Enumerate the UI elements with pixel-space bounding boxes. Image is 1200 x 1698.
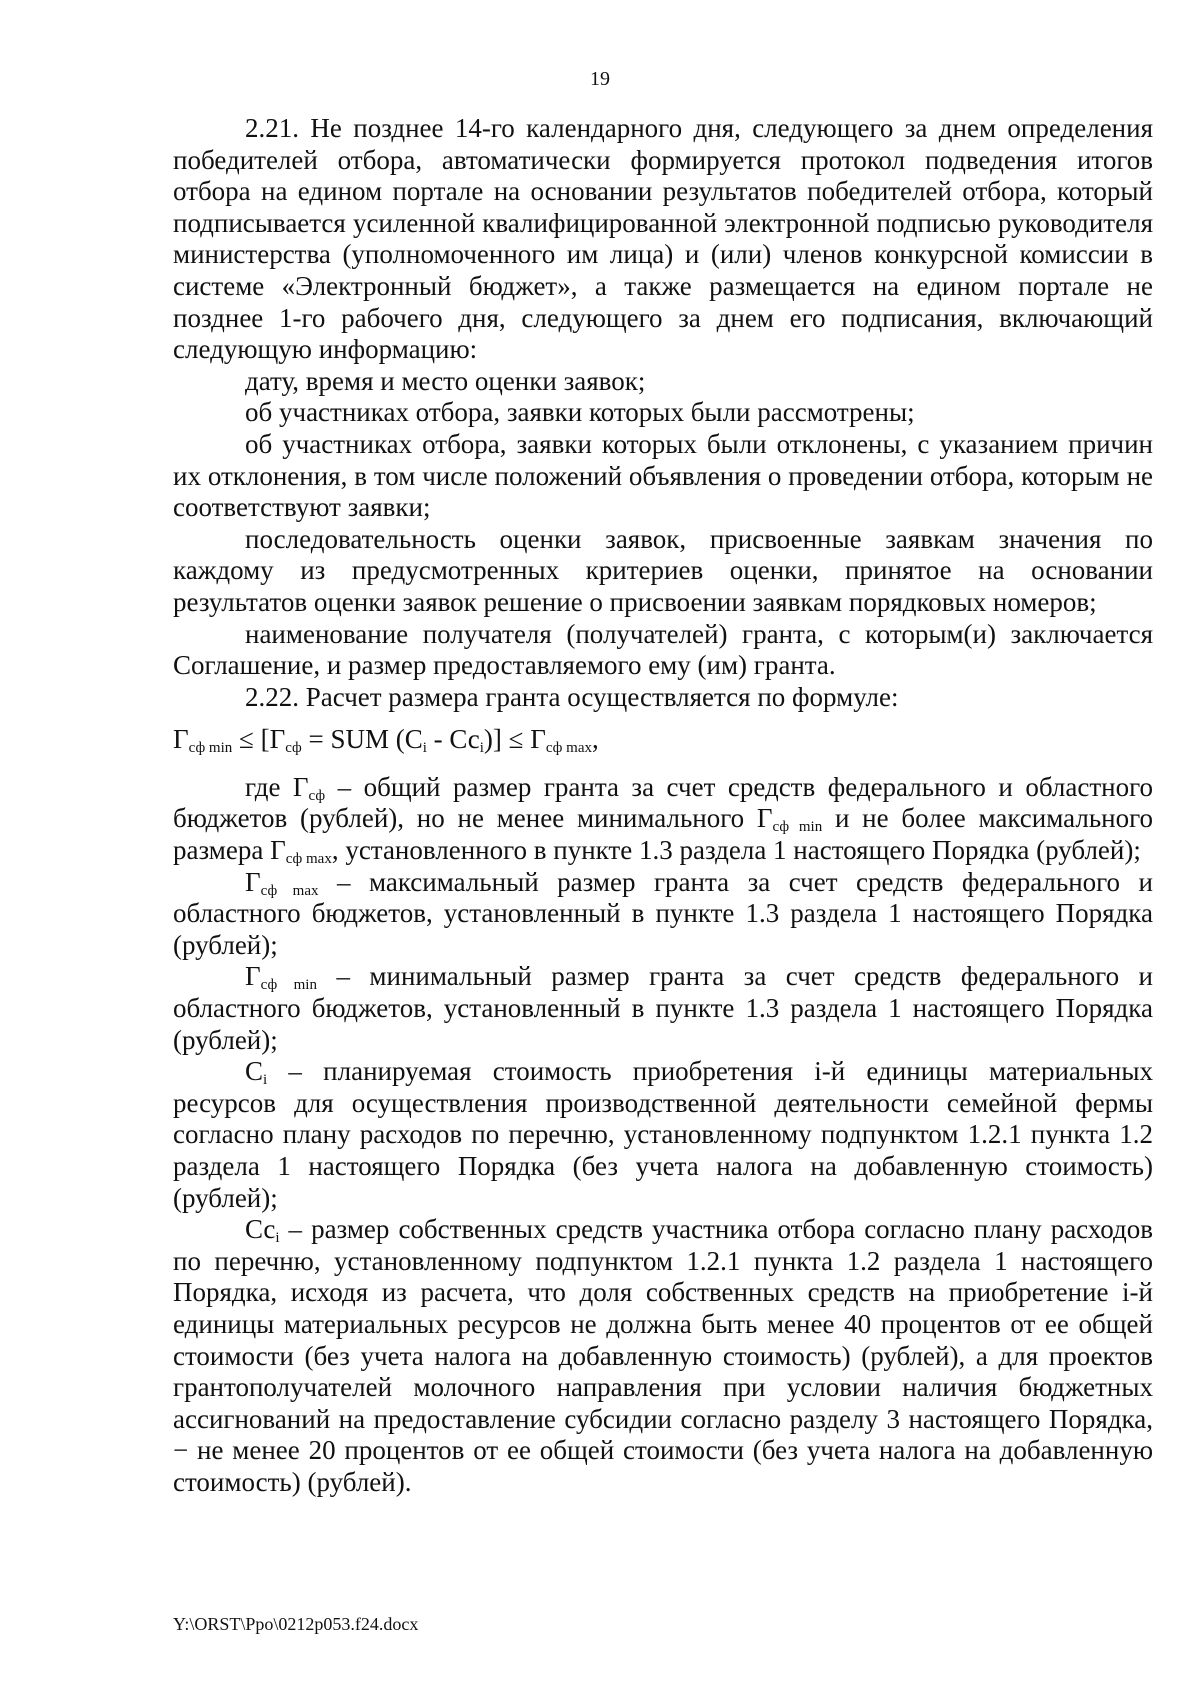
document-body [173, 113, 1153, 1499]
formula-g: Г [173, 724, 189, 755]
def-text: – общий размер гранта за счет средств федерального и областного бюджетов (рублей), но не менее минимального Г [173, 771, 1153, 834]
def-sub: сф max [260, 882, 319, 899]
def-text: и не более максимального размера Г [173, 803, 1154, 866]
def-sub: сф max [285, 851, 332, 868]
definition-g-sf [173, 772, 1153, 867]
def-sub: сф [308, 787, 326, 804]
formula-sub-sf: сф [285, 740, 302, 757]
file-path-footer: Y:\ORST\Ppo\0212p053.f24.docx [173, 1614, 419, 1634]
paragraph-2-22: 2.22. Расчет размера гранта осуществляется по формуле: [245, 681, 899, 712]
definition-cc-i [173, 1214, 1153, 1498]
def-text: – размер собственных средств участника отбора согласно плану расходов по перечню, установленному подпунктом 1.2.1 пункта 1.2 раздела 1 настоящего Порядка, исходя из расчета, что доля собственных средств на приобретение i-й единицы материальных ресурсов не должна быть менее 40 процентов от ее общей стоимости (без учета налога на добавленную стоимость) (рублей), а для проектов грантополучателей молочного направления при условии наличия бюджетных ассигнований на предоставление субсидии согласно разделу 3 настоящего Порядка, − не менее 20 процентов от ее общей стоимости (без учета налога на добавленную стоимость) (рублей). [173, 1214, 1153, 1497]
list-item-rejected: об участниках отбора, заявки которых были отклонены, с указанием причин их отклонения, в том числе положений объявления о проведении отбора, которым не соответствуют заявки; [173, 428, 1153, 523]
formula-sub-i: i [422, 740, 427, 757]
formula-close: )] ≤ Г [483, 724, 546, 755]
list-item-date: дату, время и место оценки заявок; [245, 365, 646, 396]
definition-g-max [173, 867, 1153, 962]
formula-leq: ≤ [Г [232, 724, 286, 755]
def-sub: сф min [772, 819, 823, 836]
formula-end: , [591, 724, 599, 755]
definition-c-i [173, 1056, 1153, 1214]
def-text: – минимальный размер гранта за счет средств федерального и областного бюджетов, установленный в пункте 1.3 раздела 1 настоящего Порядка (рублей); [173, 961, 1154, 1055]
def-text: Г [245, 961, 261, 992]
def-text: С [245, 1056, 264, 1087]
def-text: , установленного в пункте 1.3 раздела 1 настоящего Порядка (рублей); [331, 835, 1141, 866]
def-text: Сс [245, 1214, 276, 1245]
list-item-sequence: последовательность оценки заявок, присвоенные заявкам значения по каждому из предусмотренных критериев оценки, принятое на основании результатов оценки заявок решение о присвоении заявкам порядковых номеров; [173, 523, 1153, 617]
formula-minus: - Сс [426, 724, 480, 755]
formula-eq: = SUM (С [301, 724, 423, 755]
def-text: – планируемая стоимость приобретения i-й единицы материальных ресурсов для осуществления производственной деятельности семейной фермы согласно плану расходов по перечню, установленному подпунктом 1.2.1 пункта 1.2 раздела 1 настоящего Порядка (без учета налога на добавленную стоимость) (рублей); [173, 1056, 1153, 1213]
def-sub: i [263, 1072, 268, 1089]
page-number: 19 [590, 68, 610, 90]
def-sub: i [275, 1230, 280, 1247]
paragraph-2-21: 2.21. Не позднее 14-го календарного дня, следующего за днем определения победителей отбора, автоматически формируется протокол подведения итогов отбора на едином портале на основании результатов победителей отбора, который подписывается усиленной квалифицированной электронной подписью руководителя министерства (уполномоченного им лица) и (или) членов конкурсной комиссии в системе «Электронный бюджет», а также размещается на едином портале не позднее 1-го рабочего дня, следующего за днем его подписания, включающий следующую информацию: [173, 113, 1153, 365]
formula-sub-max: сф max [545, 740, 592, 757]
def-text: Г [245, 866, 261, 897]
grant-formula [173, 724, 1153, 756]
def-sub: сф min [260, 977, 317, 994]
formula-sub-i-2: i [479, 740, 484, 757]
definition-g-min [173, 961, 1153, 1056]
list-item-reviewed: об участниках отбора, заявки которых были рассмотрены; [245, 397, 915, 428]
def-text: – максимальный размер гранта за счет средств федерального и областного бюджетов, установленный в пункте 1.3 раздела 1 настоящего Порядка (рублей); [173, 866, 1153, 960]
formula-sub-min: сф min [188, 740, 233, 757]
list-item-recipient: наименование получателя (получателей) гранта, с которым(и) заключается Соглашение, и размер предоставляемого ему (им) гранта. [173, 618, 1153, 681]
def-text: где Г [245, 771, 309, 802]
